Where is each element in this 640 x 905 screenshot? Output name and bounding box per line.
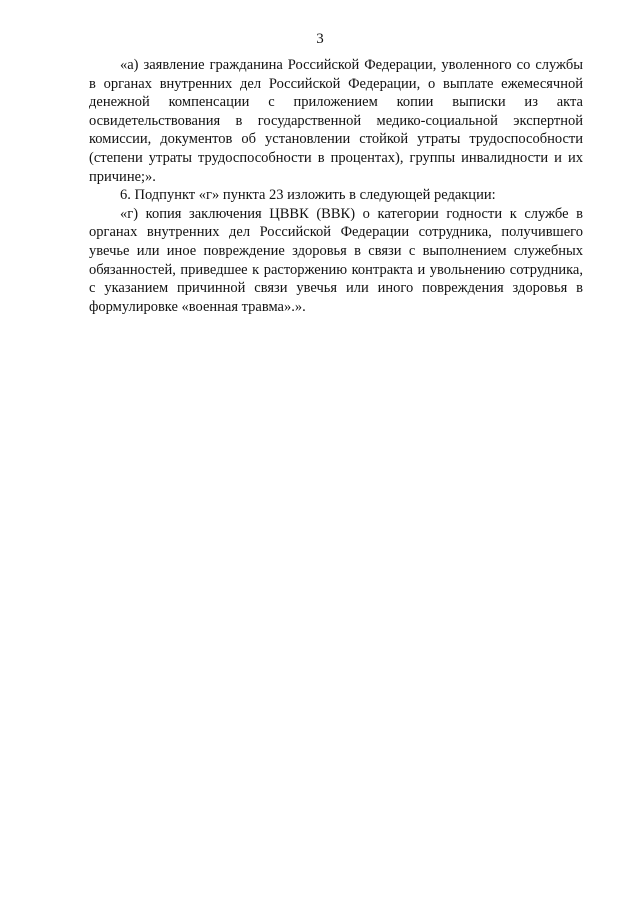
page-number: 3 xyxy=(316,31,324,47)
document-body xyxy=(89,56,583,316)
paragraph-item-g: «г) копия заключения ЦВВК (ВВК) о категории годности к службе в органах внутренних дел Российской Федерации сотрудника, получившего увечье или иное повреждение здоровья в связи с выполнением служебных обязанностей, приведшее к расторжению контракта и увольнению сотрудника, с указанием причинной связи увечья или иного повреждения здоровья в формулировке «военная травма».». xyxy=(89,205,583,315)
paragraph-amendment-6: 6. Подпункт «г» пункта 23 изложить в следующей редакции: xyxy=(120,187,496,204)
paragraph-item-a: «а) заявление гражданина Российской Федерации, уволенного со службы в органах внутренних дел Российской Федерации, о выплате ежемесячной денежной компенсации с приложением копии выписки из акта освидетельствования в государственной медико-социальной экспертной комиссии, документов об установлении стойкой утраты трудоспособности (степени утраты трудоспособности в процентах), группы инвалидности и их причине;». xyxy=(89,57,583,185)
